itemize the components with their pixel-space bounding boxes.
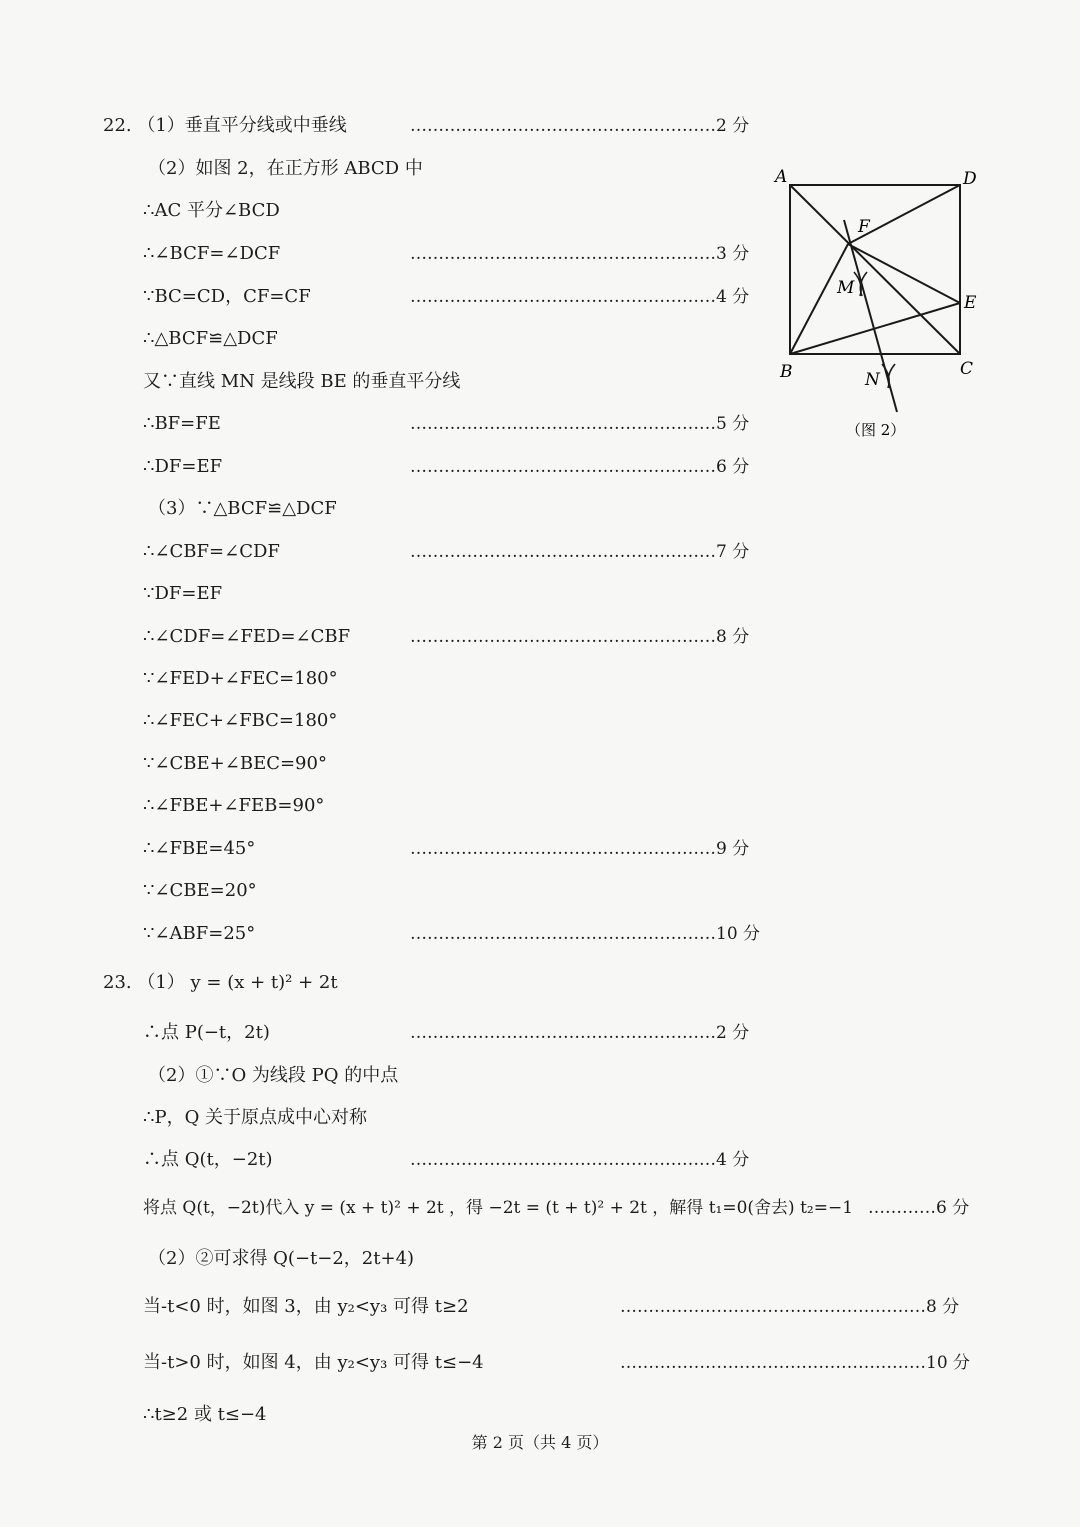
q22-score-1: ………………………………………………2 分 [410, 116, 750, 136]
q22-line-6: ∴△BCF≌△DCF [143, 328, 278, 349]
square-diagram [770, 160, 990, 450]
label-m: M [837, 278, 855, 298]
segment-bf [790, 244, 848, 354]
q22-score-4: ………………………………………………3 分 [410, 244, 750, 264]
page-footer: 第 2 页（共 4 页） [471, 1433, 609, 1452]
q23-line-7: （2）②可求得 Q(−t−2，2t+4) [148, 1248, 415, 1269]
q23-line-8: 当-t<0 时，如图 3，由 y₂<y₃ 可得 t≥2 [143, 1296, 469, 1317]
q22-line-9: ∴DF=EF [143, 456, 223, 477]
figure-caption: （图 2） [846, 421, 906, 439]
q23-line-2: ∴点 P(−t，2t) [143, 1022, 270, 1043]
q23-line-5: ∴点 Q(t，−2t) [143, 1149, 273, 1170]
arc-mark-n2 [888, 364, 895, 388]
q23-line-3: （2）①∵O 为线段 PQ 的中点 [148, 1065, 399, 1086]
q22-line-16: ∵∠CBE+∠BEC=90° [143, 753, 327, 774]
q23-line-9: 当-t>0 时，如图 4，由 y₂<y₃ 可得 t≤−4 [143, 1352, 484, 1373]
q23-line-6: 将点 Q(t，−2t)代入 y = (x + t)² + 2t ，得 −2t = (t + t)² + 2t ，解得 t₁=0(舍去) t₂=−1 [143, 1198, 854, 1218]
q23-score-9: ………………………………………………10 分 [620, 1353, 971, 1373]
q23-line-1: 23. （1） y = (x + t)² + 2t [103, 972, 338, 993]
q22-score-20: ………………………………………………10 分 [410, 924, 761, 944]
label-n: N [865, 370, 880, 390]
q23-score-2: ………………………………………………2 分 [410, 1023, 750, 1043]
q23-score-6: …………6 分 [868, 1198, 970, 1218]
q22-score-9: ………………………………………………6 分 [410, 457, 750, 477]
q22-line-7: 又∵直线 MN 是线段 BE 的垂直平分线 [143, 371, 461, 392]
q22-line-10: （3）∵△BCF≌△DCF [148, 498, 337, 519]
q22-score-13: ………………………………………………8 分 [410, 627, 750, 647]
label-b: B [780, 362, 793, 382]
q22-line-2: （2）如图 2，在正方形 ABCD 中 [148, 158, 423, 179]
q22-line-1: 22. （1）垂直平分线或中垂线 [103, 115, 347, 136]
q22-line-8: ∴BF=FE [143, 413, 221, 434]
q22-line-18: ∴∠FBE=45° [143, 838, 256, 859]
label-c: C [960, 359, 974, 379]
label-d: D [963, 169, 977, 189]
q22-line-12: ∵DF=EF [143, 583, 223, 604]
q22-score-18: ………………………………………………9 分 [410, 839, 750, 859]
q22-line-19: ∵∠CBE=20° [143, 880, 257, 901]
q22-line-13: ∴∠CDF=∠FED=∠CBF [143, 626, 351, 647]
q22-line-17: ∴∠FBE+∠FEB=90° [143, 795, 325, 816]
q22-line-15: ∴∠FEC+∠FBC=180° [143, 710, 338, 731]
q23-line-4: ∴P，Q 关于原点成中心对称 [143, 1107, 368, 1128]
q22-score-11: ………………………………………………7 分 [410, 542, 750, 562]
label-f: F [858, 217, 870, 237]
label-e: E [964, 293, 977, 313]
label-a: A [775, 167, 788, 187]
q22-line-14: ∵∠FED+∠FEC=180° [143, 668, 338, 689]
q22-line-11: ∴∠CBF=∠CDF [143, 541, 280, 562]
figure-2 [770, 160, 990, 450]
q22-score-5: ………………………………………………4 分 [410, 287, 750, 307]
q22-line-20: ∵∠ABF=25° [143, 923, 256, 944]
q22-score-8: ………………………………………………5 分 [410, 414, 750, 434]
q23-score-5: ………………………………………………4 分 [410, 1150, 750, 1170]
q22-line-4: ∴∠BCF=∠DCF [143, 243, 281, 264]
q22-line-5: ∵BC=CD，CF=CF [143, 286, 311, 307]
q23-score-8: ………………………………………………8 分 [620, 1297, 960, 1317]
q22-line-3: ∴AC 平分∠BCD [143, 200, 280, 221]
q23-line-10: ∴t≥2 或 t≤−4 [143, 1404, 267, 1425]
